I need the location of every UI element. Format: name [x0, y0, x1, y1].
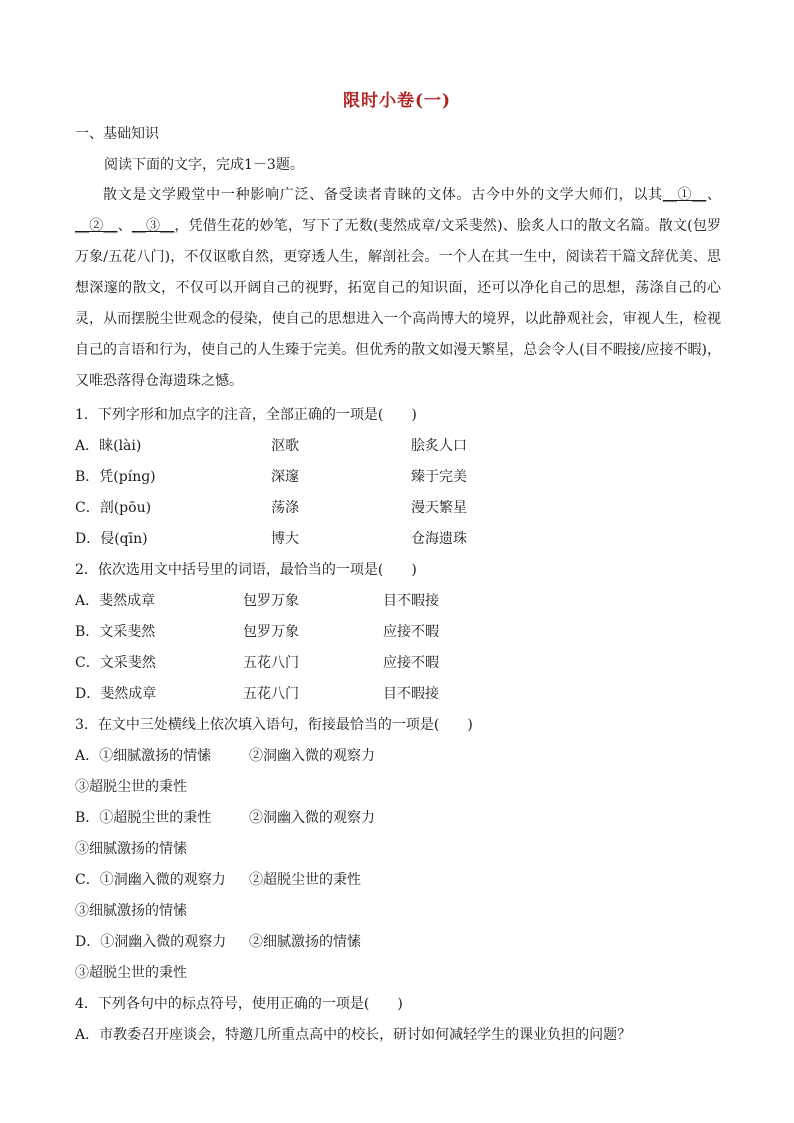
option-text: 漫天繁星: [411, 500, 467, 516]
question-4-option-a: A．市教委召开座谈会，特邀几所重点高中的校长，研讨如何减轻学生的课业负担的问题？: [75, 1027, 632, 1043]
option-text: ②细腻激扬的情愫: [249, 934, 361, 950]
blank-separator-1: 、: [706, 187, 722, 203]
option-text: 五花八门: [243, 686, 299, 702]
option-text: A．①细腻激扬的情愫: [75, 748, 212, 764]
option-text: A．睐(lài): [75, 438, 142, 454]
option-text: B．①超脱尘世的秉性: [75, 810, 212, 826]
passage-text-start: 散文是文学殿堂中一种影响广泛、备受读者青睐的文体。古今中外的文学大师们，以其: [103, 187, 663, 203]
option-text: 仓海遗珠: [411, 531, 467, 547]
option-text: 沤歌: [271, 438, 299, 454]
option-text: C．文采斐然: [75, 655, 156, 671]
reading-instruction: 阅读下面的文字，完成1－3题。: [104, 157, 304, 173]
option-text: 包罗万象: [243, 624, 299, 640]
blank-1: __①__: [662, 187, 707, 203]
option-text: 脍炙人口: [411, 438, 467, 454]
blank-3: __③__: [131, 218, 175, 234]
option-text: 目不暇接: [383, 686, 439, 702]
option-text: ②超脱尘世的秉性: [249, 872, 361, 888]
option-text: 包罗万象: [243, 593, 299, 609]
option-text: C．①洞幽入微的观察力: [75, 872, 226, 888]
question-1-stem: 1．下列字形和加点字的注音，全部正确的一项是( ): [75, 407, 417, 423]
option-text: 目不暇接: [383, 593, 439, 609]
option-text: D．①洞幽入微的观察力: [75, 934, 227, 950]
option-text: ③超脱尘世的秉性: [75, 779, 187, 795]
page-title: 限时小卷(一): [342, 91, 452, 111]
option-text: ③细腻激扬的情愫: [75, 841, 187, 857]
option-text: B．凭(pínɡ): [75, 469, 156, 485]
option-text: 五花八门: [243, 655, 299, 671]
option-text: ②洞幽入微的观察力: [249, 748, 375, 764]
option-text: ②洞幽入微的观察力: [249, 810, 375, 826]
option-text: B．文采斐然: [75, 624, 156, 640]
option-text: 深邃: [271, 469, 299, 485]
option-text: 荡涤: [271, 500, 299, 516]
option-text: D．侵(qīn): [75, 531, 148, 547]
option-text: 应接不暇: [383, 655, 439, 671]
passage: [75, 180, 721, 397]
question-2-stem: 2．依次选用文中括号里的词语，最恰当的一项是( ): [75, 562, 417, 578]
option-text: 应接不暇: [383, 624, 439, 640]
option-text: A．斐然成章: [75, 593, 156, 609]
option-text: 博大: [271, 531, 299, 547]
option-text: ③细腻激扬的情愫: [75, 903, 187, 919]
option-text: 臻于完美: [411, 469, 467, 485]
option-text: ③超脱尘世的秉性: [75, 965, 187, 981]
blank-separator-2: 、: [117, 218, 132, 234]
option-text: C．剖(pōu): [75, 500, 152, 516]
question-4-stem: 4．下列各句中的标点符号，使用正确的一项是( ): [75, 996, 403, 1012]
section-heading: 一、基础知识: [75, 126, 159, 142]
blank-2: __②__: [75, 218, 118, 234]
passage-text-rest: ，凭借生花的妙笔，写下了无数(斐然成章/文采斐然)、脍炙人口的散文名篇。散文(包罗万象/五花八门)，不仅讴歌自然，更穿透人生，解剖社会。一个人在其一生中，阅读若干篇文辞优美、思想深邃的散文，不仅可以开阔自己的视野，拓宽自己的知识面，还可以净化自己的思想，荡涤自己的心灵，从而摆脱尘世观念的侵染，使自己的思想进入一个高尚博大的境界，以此静观社会，审视人生，检视自己的言语和行为，使自己的人生臻于完美。但优秀的散文如漫天繁星，总会令人(目不暇接/应接不暇)，又唯恐落得仓海遗珠之憾。: [75, 218, 722, 389]
question-3-stem: 3．在文中三处横线上依次填入语句，衔接最恰当的一项是( ): [75, 717, 473, 733]
option-text: D．斐然成章: [75, 686, 157, 702]
